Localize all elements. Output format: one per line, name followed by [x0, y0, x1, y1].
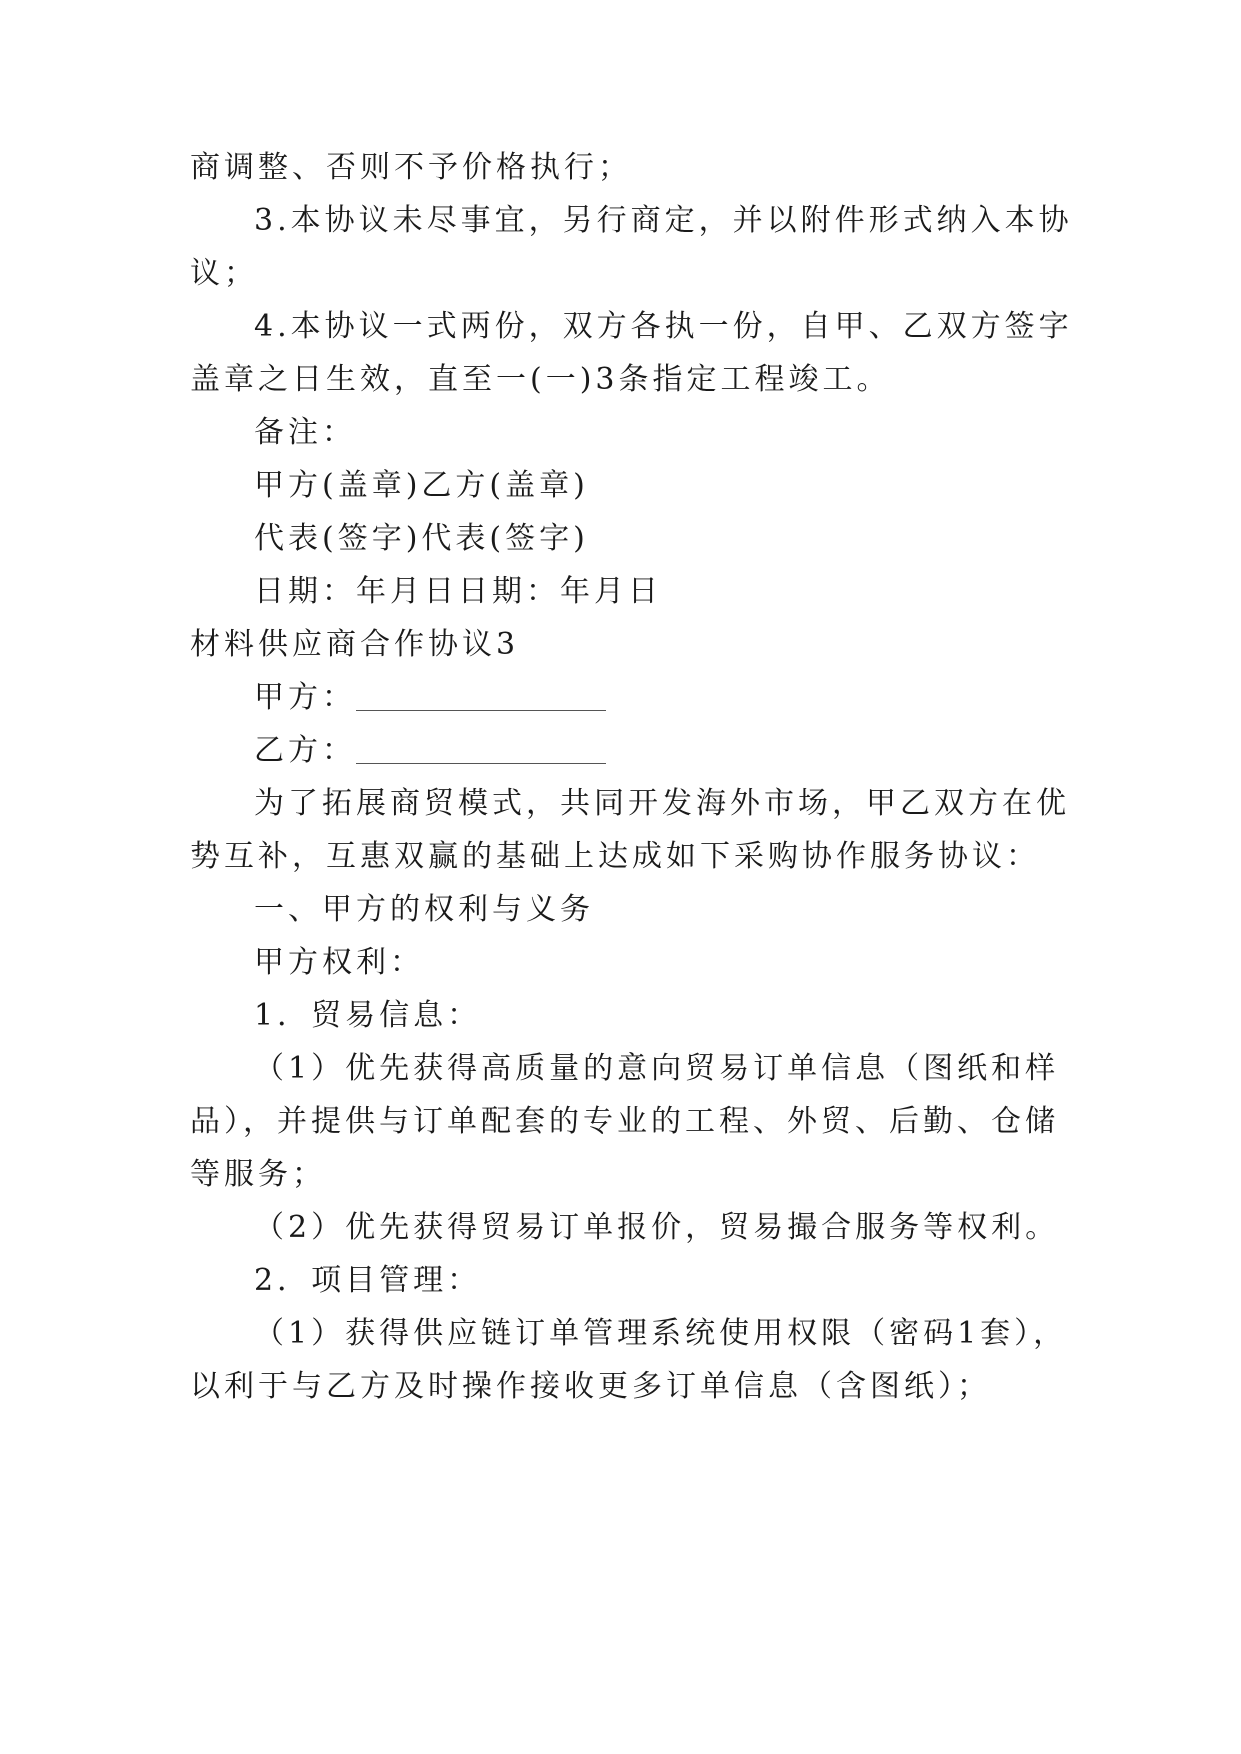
text-line: 4.本协议一式两份，双方各执一份，自甲、乙双方签字 [254, 309, 1073, 344]
text-line: （2）优先获得贸易订单报价，贸易撮合服务等权利。 [254, 1210, 1060, 1245]
text-line: （1）优先获得高质量的意向贸易订单信息（图纸和样 [254, 1051, 1060, 1086]
text-line: 3.本协议未尽事宜，另行商定，并以附件形式纳入本协 [254, 203, 1073, 238]
text-line: 等服务； [190, 1157, 326, 1192]
text-line: 势互补，互惠双赢的基础上达成如下采购协作服务协议： [190, 839, 1040, 874]
text-line: 为了拓展商贸模式，共同开发海外市场，甲乙双方在优 [254, 786, 1070, 821]
party-a-blank [356, 682, 606, 711]
text-line: 议； [190, 256, 258, 291]
party-a-line [254, 678, 606, 718]
signature-line: 代表(签字)代表(签字) [254, 521, 589, 556]
party-a-label: 甲方： [254, 680, 356, 715]
text-line: 2．项目管理： [254, 1263, 482, 1298]
party-b-label: 乙方： [254, 733, 356, 768]
text-line: 盖章之日生效，直至一(一)3条指定工程竣工。 [190, 362, 891, 397]
text-line: 以利于与乙方及时操作接收更多订单信息（含图纸）； [190, 1369, 991, 1404]
party-b-line [254, 731, 606, 771]
text-line: 品），并提供与订单配套的专业的工程、外贸、后勤、仓储 [190, 1104, 1059, 1139]
remarks-label: 备注： [254, 415, 356, 450]
text-line: 1．贸易信息： [254, 998, 482, 1033]
text-line: （1）获得供应链订单管理系统使用权限（密码1套）， [254, 1316, 1068, 1351]
text-line: 甲方权利： [254, 945, 424, 980]
text-line: 商调整、否则不予价格执行； [190, 150, 632, 185]
section-title: 材料供应商合作协议3 [190, 627, 520, 662]
seal-line: 甲方(盖章)乙方(盖章) [254, 468, 589, 503]
party-b-blank [356, 735, 606, 764]
heading-line: 一、甲方的权利与义务 [254, 892, 594, 927]
date-line: 日期：年月日日期：年月日 [254, 574, 662, 609]
